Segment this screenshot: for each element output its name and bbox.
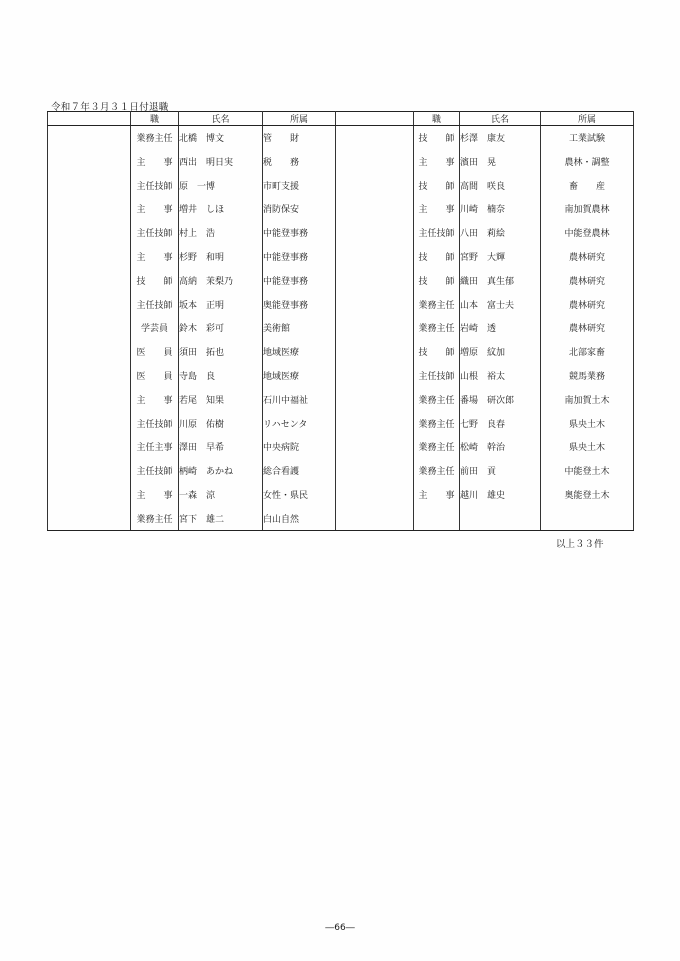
- title-cell-left: 主 事: [131, 197, 179, 221]
- blank-cell: [48, 435, 131, 459]
- blank-cell: [48, 483, 131, 507]
- name-cell-right: 番場 研次郎: [460, 387, 541, 411]
- blank-cell: [48, 268, 131, 292]
- blank-cell: [48, 197, 131, 221]
- blank-cell: [48, 507, 131, 531]
- title-cell-left: 学芸員: [131, 316, 179, 340]
- table-row: [48, 340, 634, 364]
- header-name-right: 氏名: [460, 112, 541, 126]
- table-row: [48, 221, 634, 245]
- name-cell-right: 高間 咲良: [460, 173, 541, 197]
- dept-cell-left: リハセンタ: [263, 411, 336, 435]
- table-row: [48, 483, 634, 507]
- header-title-right: 職: [414, 112, 460, 126]
- title-cell-right: 技 師: [414, 340, 460, 364]
- name-cell-right: 松崎 幹治: [460, 435, 541, 459]
- name-cell-left: 川原 佑樹: [179, 411, 263, 435]
- dept-cell-left: 白山自然: [263, 507, 336, 531]
- table-row: [48, 364, 634, 388]
- blank-cell: [48, 364, 131, 388]
- title-cell-left: 医 員: [131, 340, 179, 364]
- dept-cell-right: [541, 507, 634, 531]
- blank-cell: [336, 197, 414, 221]
- blank-cell: [336, 149, 414, 173]
- title-cell-right: 技 師: [414, 173, 460, 197]
- title-cell-left: 主任技師: [131, 221, 179, 245]
- record-count: 以上３３件: [556, 539, 604, 550]
- title-cell-left: 主 事: [131, 245, 179, 269]
- name-cell-right: 前田 貢: [460, 459, 541, 483]
- title-cell-right: 業務主任: [414, 387, 460, 411]
- retirement-table: [47, 111, 634, 531]
- table-row: [48, 316, 634, 340]
- name-cell-right: [460, 507, 541, 531]
- blank-cell: [336, 507, 414, 531]
- blank-cell: [336, 435, 414, 459]
- title-cell-right: 主任技師: [414, 221, 460, 245]
- page-number: ―66―: [325, 923, 355, 933]
- header-blank-right: [336, 112, 414, 126]
- name-cell-right: 織田 真生郁: [460, 268, 541, 292]
- title-cell-left: 医 員: [131, 364, 179, 388]
- header-dept-right: 所属: [541, 112, 634, 126]
- name-cell-left: 杉野 和明: [179, 245, 263, 269]
- blank-cell: [336, 268, 414, 292]
- table-row: [48, 245, 634, 269]
- table-row: [48, 387, 634, 411]
- dept-cell-left: 税 務: [263, 149, 336, 173]
- table-row: [48, 173, 634, 197]
- blank-cell: [48, 221, 131, 245]
- table-row: [48, 197, 634, 221]
- dept-cell-right: 農林研究: [541, 316, 634, 340]
- dept-cell-left: 総合看護: [263, 459, 336, 483]
- title-cell-left: 業務主任: [131, 126, 179, 150]
- table-row: [48, 149, 634, 173]
- dept-cell-left: 奥能登事務: [263, 292, 336, 316]
- name-cell-left: 坂本 正明: [179, 292, 263, 316]
- title-cell-left: 主任技師: [131, 292, 179, 316]
- blank-cell: [336, 483, 414, 507]
- header-blank-left: [48, 112, 131, 126]
- dept-cell-left: 石川中福祉: [263, 387, 336, 411]
- blank-cell: [48, 459, 131, 483]
- document-caption: 令和７年３月３１日付退職: [51, 102, 169, 113]
- title-cell-right: 主任技師: [414, 364, 460, 388]
- title-cell-right: 業務主任: [414, 411, 460, 435]
- header-name-left: 氏名: [179, 112, 263, 126]
- dept-cell-left: 中央病院: [263, 435, 336, 459]
- table-row: [48, 459, 634, 483]
- title-cell-right: 主 事: [414, 197, 460, 221]
- dept-cell-left: 女性・県民: [263, 483, 336, 507]
- blank-cell: [48, 411, 131, 435]
- dept-cell-left: 地域医療: [263, 340, 336, 364]
- name-cell-left: 北橋 博文: [179, 126, 263, 150]
- title-cell-right: 技 師: [414, 126, 460, 150]
- dept-cell-right: 農林・調整: [541, 149, 634, 173]
- title-cell-left: 主任技師: [131, 459, 179, 483]
- table-row: [48, 435, 634, 459]
- blank-cell: [48, 173, 131, 197]
- dept-cell-right: 南加賀農林: [541, 197, 634, 221]
- title-cell-right: 主 事: [414, 149, 460, 173]
- dept-cell-right: 農林研究: [541, 292, 634, 316]
- title-cell-left: 主 事: [131, 149, 179, 173]
- dept-cell-right: 南加賀土木: [541, 387, 634, 411]
- header-title-left: 職: [131, 112, 179, 126]
- name-cell-left: 須田 拓也: [179, 340, 263, 364]
- name-cell-right: 濱田 晃: [460, 149, 541, 173]
- dept-cell-right: 県央土木: [541, 435, 634, 459]
- name-cell-right: 山根 裕太: [460, 364, 541, 388]
- title-cell-right: 技 師: [414, 245, 460, 269]
- name-cell-left: 西出 明日実: [179, 149, 263, 173]
- blank-cell: [336, 173, 414, 197]
- title-cell-left: 主 事: [131, 387, 179, 411]
- title-cell-left: 主 事: [131, 483, 179, 507]
- dept-cell-right: 県央土木: [541, 411, 634, 435]
- name-cell-right: 杉澤 康友: [460, 126, 541, 150]
- title-cell-left: 主任技師: [131, 173, 179, 197]
- name-cell-right: 増原 紋加: [460, 340, 541, 364]
- blank-cell: [336, 126, 414, 150]
- dept-cell-right: 北部家畜: [541, 340, 634, 364]
- dept-cell-left: 美術館: [263, 316, 336, 340]
- title-cell-right: 業務主任: [414, 459, 460, 483]
- blank-cell: [336, 411, 414, 435]
- title-cell-left: 主任主事: [131, 435, 179, 459]
- dept-cell-right: 競馬業務: [541, 364, 634, 388]
- table-header-row: [48, 112, 634, 126]
- dept-cell-left: 管 財: [263, 126, 336, 150]
- dept-cell-right: 農林研究: [541, 268, 634, 292]
- dept-cell-left: 中能登事務: [263, 245, 336, 269]
- blank-cell: [48, 316, 131, 340]
- blank-cell: [336, 221, 414, 245]
- name-cell-left: 原 一博: [179, 173, 263, 197]
- title-cell-right: [414, 507, 460, 531]
- blank-cell: [48, 340, 131, 364]
- dept-cell-left: 地域医療: [263, 364, 336, 388]
- table-row: [48, 126, 634, 150]
- title-cell-right: 業務主任: [414, 435, 460, 459]
- blank-cell: [336, 387, 414, 411]
- name-cell-left: 澤田 早希: [179, 435, 263, 459]
- name-cell-left: 村上 浩: [179, 221, 263, 245]
- dept-cell-right: 奥能登土木: [541, 483, 634, 507]
- name-cell-left: 柄崎 あかね: [179, 459, 263, 483]
- title-cell-right: 業務主任: [414, 316, 460, 340]
- blank-cell: [336, 364, 414, 388]
- blank-cell: [48, 387, 131, 411]
- title-cell-right: 技 師: [414, 268, 460, 292]
- dept-cell-left: 中能登事務: [263, 268, 336, 292]
- dept-cell-left: 中能登事務: [263, 221, 336, 245]
- name-cell-right: 越川 雄史: [460, 483, 541, 507]
- name-cell-right: 七野 良春: [460, 411, 541, 435]
- dept-cell-left: 消防保安: [263, 197, 336, 221]
- name-cell-left: 寺島 良: [179, 364, 263, 388]
- name-cell-right: 川崎 楠奈: [460, 197, 541, 221]
- blank-cell: [48, 149, 131, 173]
- name-cell-left: 高納 茉梨乃: [179, 268, 263, 292]
- blank-cell: [48, 245, 131, 269]
- blank-cell: [336, 459, 414, 483]
- name-cell-left: 宮下 雄二: [179, 507, 263, 531]
- dept-cell-right: 畜 産: [541, 173, 634, 197]
- dept-cell-right: 農林研究: [541, 245, 634, 269]
- blank-cell: [336, 292, 414, 316]
- name-cell-right: 山本 富士夫: [460, 292, 541, 316]
- name-cell-left: 一森 涼: [179, 483, 263, 507]
- dept-cell-right: 中能登農林: [541, 221, 634, 245]
- name-cell-left: 若尾 知果: [179, 387, 263, 411]
- name-cell-left: 鈴木 彩可: [179, 316, 263, 340]
- blank-cell: [336, 340, 414, 364]
- table-row: [48, 268, 634, 292]
- name-cell-right: 宮野 大輝: [460, 245, 541, 269]
- header-dept-left: 所属: [263, 112, 336, 126]
- title-cell-left: 業務主任: [131, 507, 179, 531]
- blank-cell: [48, 292, 131, 316]
- dept-cell-right: 中能登土木: [541, 459, 634, 483]
- title-cell-left: 技 師: [131, 268, 179, 292]
- dept-cell-right: 工業試験: [541, 126, 634, 150]
- blank-cell: [48, 126, 131, 150]
- dept-cell-left: 市町支援: [263, 173, 336, 197]
- name-cell-right: 八田 莉絵: [460, 221, 541, 245]
- name-cell-left: 増井 しほ: [179, 197, 263, 221]
- table-row: [48, 411, 634, 435]
- table-row: [48, 292, 634, 316]
- title-cell-right: 主 事: [414, 483, 460, 507]
- title-cell-right: 業務主任: [414, 292, 460, 316]
- blank-cell: [336, 245, 414, 269]
- title-cell-left: 主任技師: [131, 411, 179, 435]
- name-cell-right: 岩崎 透: [460, 316, 541, 340]
- blank-cell: [336, 316, 414, 340]
- table-row: [48, 507, 634, 531]
